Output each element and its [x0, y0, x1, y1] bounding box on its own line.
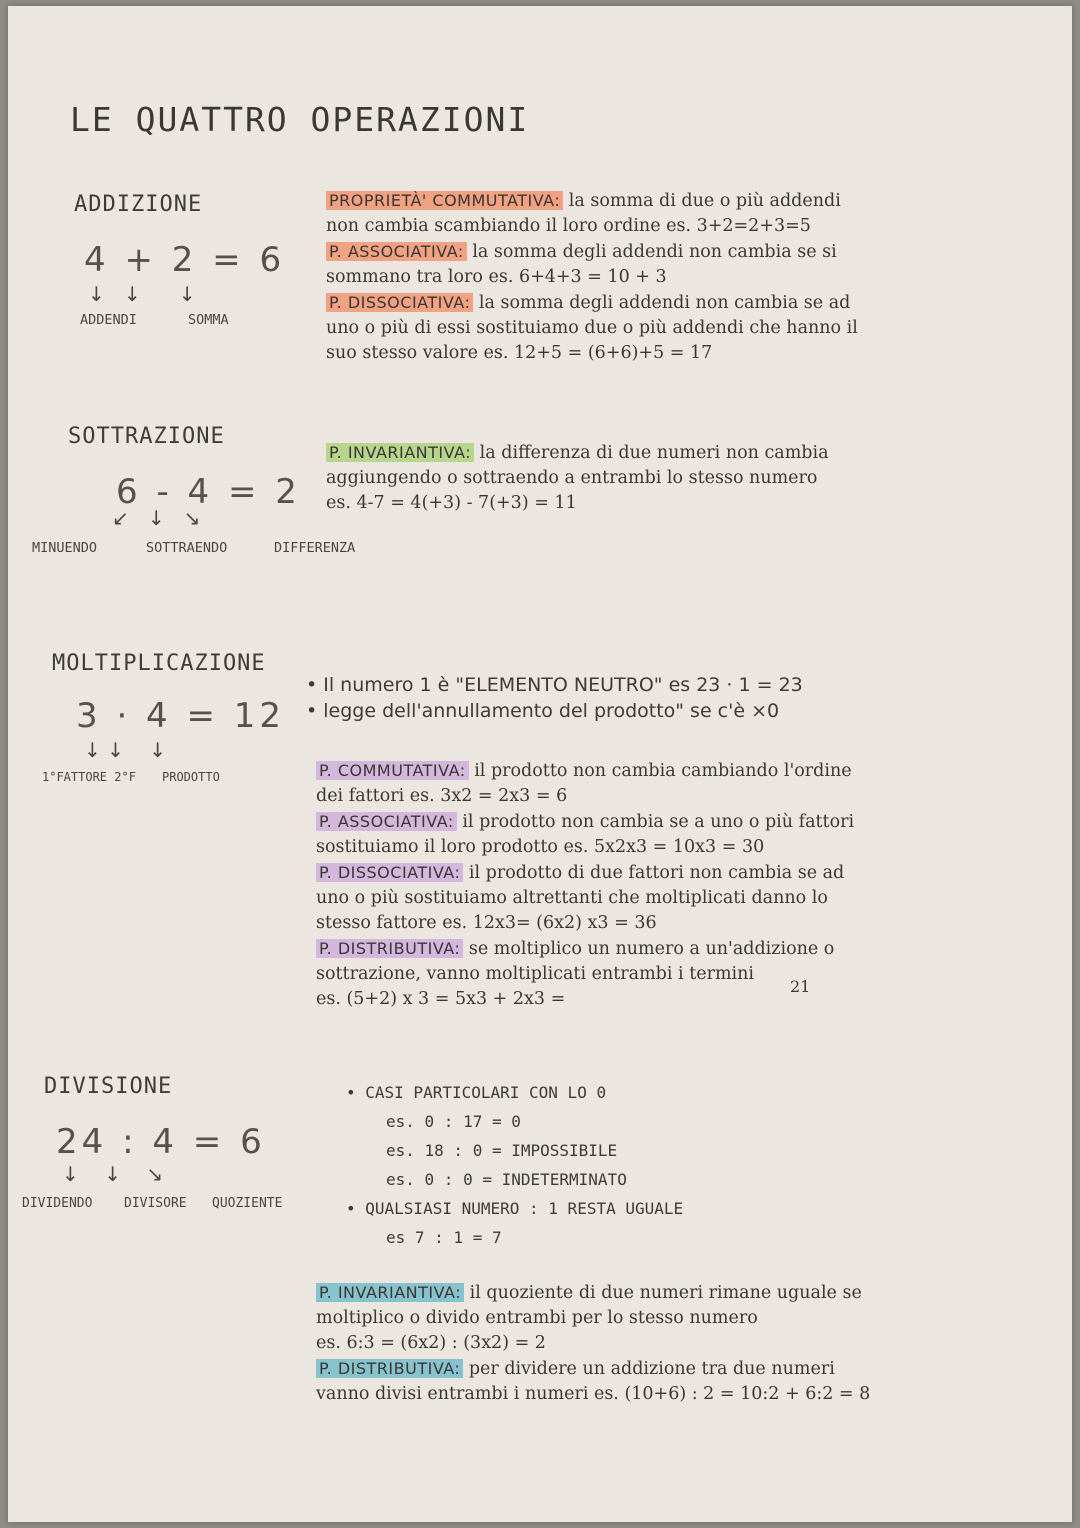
- addizione-properties: [326, 188, 1046, 366]
- moltiplicazione-notes: [306, 672, 1026, 724]
- addizione-heading: ADDIZIONE: [74, 192, 203, 217]
- property-line: aggiungendo o sottraendo a entrambi lo stesso numero: [326, 468, 818, 488]
- divisione-equation: 24 : 4 = 6: [56, 1122, 266, 1162]
- property-line: sostituiamo il loro prodotto es. 5x2x3 = 10x3 = 30: [316, 837, 765, 857]
- note-elemento-neutro: • Il numero 1 è "ELEMENTO NEUTRO" es 23 · 1 = 23: [306, 674, 803, 696]
- addizione-equation: 4 + 2 = 6: [84, 240, 286, 280]
- page-title: LE QUATTRO OPERAZIONI: [70, 100, 530, 139]
- property-line: stesso fattore es. 12x3= (6x2) x3 = 36: [316, 913, 657, 933]
- property-label: P. DISSOCIATIVA:: [316, 863, 463, 882]
- note-example: es. 0 : 0 = INDETERMINATO: [386, 1170, 627, 1189]
- sottrazione-label-minuendo: MINUENDO: [32, 540, 98, 556]
- property-label: P. ASSOCIATIVA:: [326, 242, 467, 261]
- property-text: il prodotto non cambia se a uno o più fattori: [456, 812, 855, 832]
- sottrazione-heading: SOTTRAZIONE: [68, 424, 225, 449]
- moltiplicazione-properties: [316, 758, 1046, 1012]
- sottrazione-label-differenza: DIFFERENZA: [274, 540, 356, 556]
- property-text: la differenza di due numeri non cambia: [474, 443, 829, 463]
- property-line: [316, 1356, 1056, 1382]
- property-line: suo stesso valore es. 12+5 = (6+6)+5 = 17: [326, 343, 713, 363]
- property-text: il prodotto di due fattori non cambia se ad: [463, 863, 845, 883]
- divisione-label-divisore: DIVISORE: [124, 1196, 187, 1211]
- sottrazione-label-sottraendo: SOTTRAENDO: [146, 540, 228, 556]
- property-line: [326, 239, 1046, 265]
- property-label: P. COMMUTATIVA:: [316, 761, 469, 780]
- property-line: sottrazione, vanno moltiplicati entrambi i termini: [316, 964, 755, 984]
- moltiplicazione-equation: 3 · 4 = 12: [76, 696, 286, 736]
- property-line: es. 6:3 = (6x2) : (3x2) = 2: [316, 1333, 546, 1353]
- property-label: P. DISSOCIATIVA:: [326, 293, 473, 312]
- moltiplicazione-heading: MOLTIPLICAZIONE: [52, 651, 266, 676]
- property-label: P. INVARIANTIVA:: [326, 443, 474, 462]
- property-label: PROPRIETÀ' COMMUTATIVA:: [326, 191, 563, 210]
- notebook-page: [8, 6, 1072, 1522]
- property-text: la somma degli addendi non cambia se ad: [473, 293, 851, 313]
- divisione-arrows: ↓ ↓ ↘: [62, 1162, 164, 1186]
- note-qualsiasi-numero: • QUALSIASI NUMERO : 1 RESTA UGUALE: [346, 1199, 684, 1218]
- property-text: la somma degli addendi non cambia se si: [466, 242, 837, 262]
- addizione-label-addendi: ADDENDI: [80, 312, 137, 328]
- property-line: [316, 758, 1046, 784]
- sottrazione-arrows: ↙ ↓ ↘: [112, 506, 201, 530]
- divisione-heading: DIVISIONE: [44, 1074, 173, 1099]
- property-line: es. (5+2) x 3 = 5x3 + 2x3 =: [316, 989, 566, 1009]
- sottrazione-properties: [326, 440, 1046, 516]
- moltiplicazione-label-prodotto: PRODOTTO: [162, 770, 220, 784]
- divisione-properties: [316, 1280, 1056, 1407]
- note-example: es 7 : 1 = 7: [386, 1228, 502, 1247]
- sottrazione-equation: 6 - 4 = 2: [116, 472, 301, 512]
- addizione-label-somma: SOMMA: [188, 312, 229, 328]
- divisione-label-dividendo: DIVIDENDO: [22, 1196, 93, 1211]
- property-text: se moltiplico un numero a un'addizione o: [463, 939, 835, 959]
- property-line: uno o più di essi sostituiamo due o più addendi che hanno il: [326, 318, 858, 338]
- note-annullamento: • legge dell'annullamento del prodotto" se c'è ×0: [306, 700, 780, 722]
- moltiplicazione-arrows: ↓ ↓ ↓: [84, 738, 167, 762]
- property-line: es. 4-7 = 4(+3) - 7(+3) = 11: [326, 493, 577, 513]
- property-label: P. DISTRIBUTIVA:: [316, 939, 463, 958]
- note-example: es. 18 : 0 = IMPOSSIBILE: [386, 1141, 618, 1160]
- divisione-notes: [346, 1078, 766, 1252]
- property-line: vanno divisi entrambi i numeri es. (10+6) : 2 = 10:2 + 6:2 = 8: [316, 1384, 871, 1404]
- property-line: moltiplico o divido entrambi per lo stesso numero: [316, 1308, 758, 1328]
- property-line: [326, 440, 1046, 466]
- property-line: [316, 860, 1046, 886]
- divisione-label-quoziente: QUOZIENTE: [212, 1196, 283, 1211]
- property-text: il quoziente di due numeri rimane uguale se: [464, 1283, 862, 1303]
- property-text: il prodotto non cambia cambiando l'ordine: [468, 761, 852, 781]
- note-casi-particolari: • CASI PARTICOLARI CON LO 0: [346, 1083, 607, 1102]
- property-text: la somma di due o più addendi: [563, 191, 841, 211]
- distributiva-result: 21: [790, 977, 811, 996]
- property-line: uno o più sostituiamo altrettanti che moltiplicati danno lo: [316, 888, 828, 908]
- property-label: P. INVARIANTIVA:: [316, 1283, 464, 1302]
- addizione-arrows: ↓ ↓ ↓: [88, 282, 196, 306]
- property-line: dei fattori es. 3x2 = 2x3 = 6: [316, 786, 568, 806]
- property-label: P. DISTRIBUTIVA:: [316, 1359, 463, 1378]
- property-line: [326, 188, 1046, 214]
- property-line: [316, 809, 1046, 835]
- property-text: per dividere un addizione tra due numeri: [463, 1359, 835, 1379]
- note-example: es. 0 : 17 = 0: [386, 1112, 521, 1131]
- property-line: [326, 290, 1046, 316]
- property-line: sommano tra loro es. 6+4+3 = 10 + 3: [326, 267, 667, 287]
- property-line: non cambia scambiando il loro ordine es. 3+2=2+3=5: [326, 216, 811, 236]
- moltiplicazione-label-fattori: 1°FATTORE 2°F: [42, 770, 136, 784]
- property-line: [316, 1280, 1056, 1306]
- property-line: [316, 936, 1046, 962]
- property-label: P. ASSOCIATIVA:: [316, 812, 457, 831]
